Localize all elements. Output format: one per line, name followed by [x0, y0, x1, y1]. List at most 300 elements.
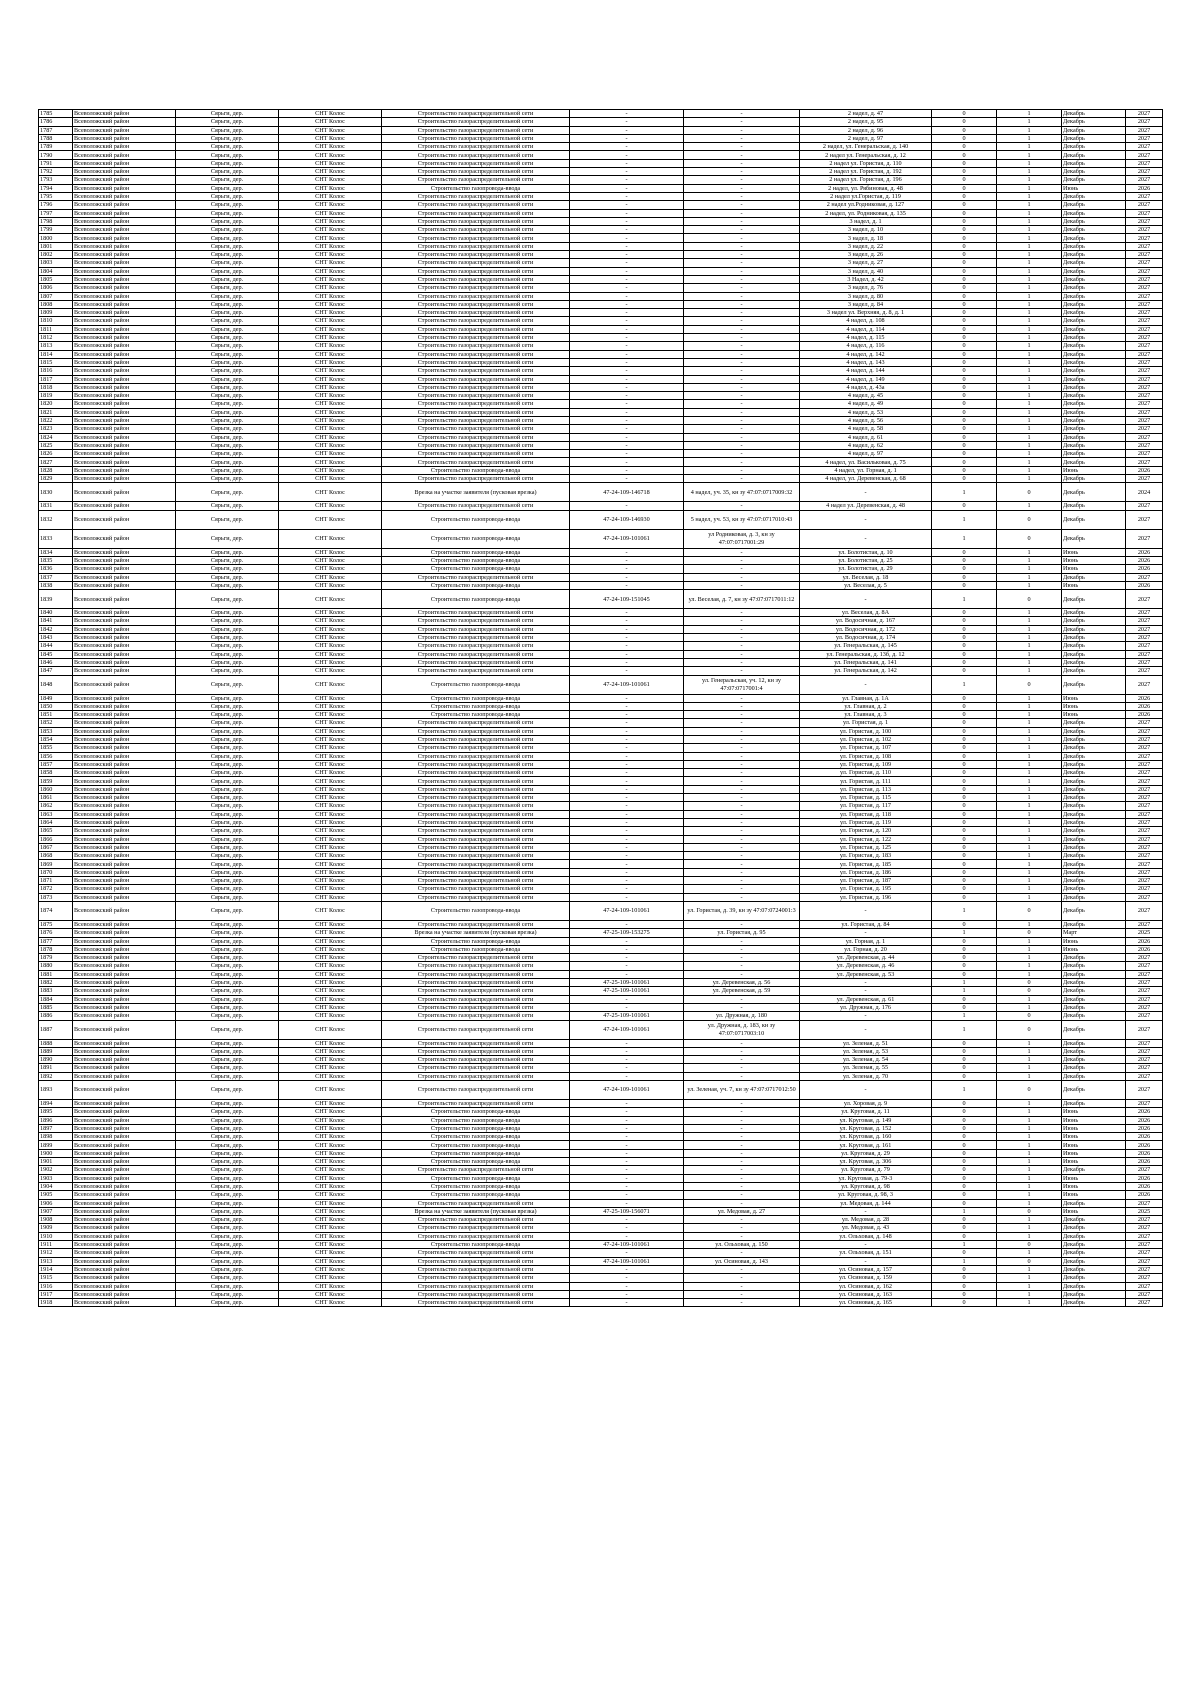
year-cell: 2027 — [1126, 217, 1163, 225]
application-number-cell: - — [570, 1064, 684, 1072]
district-cell: Всеволожский район — [73, 581, 176, 589]
address-cadastral-cell: - — [684, 702, 800, 710]
snt-cell: СНТ Колос — [279, 325, 382, 333]
settlement-cell: Сярьги, дер. — [176, 1282, 279, 1290]
month-cell: Декабрь — [1062, 284, 1126, 292]
count-b-cell: 1 — [997, 1224, 1062, 1232]
district-cell: Всеволожский район — [73, 118, 176, 126]
count-a-cell: 0 — [932, 885, 997, 893]
count-a-cell: 0 — [932, 325, 997, 333]
settlement-cell: Сярьги, дер. — [176, 392, 279, 400]
application-number-cell: - — [570, 1191, 684, 1199]
snt-cell: СНТ Колос — [279, 1012, 382, 1020]
work-type-cell: Строительство газораспределительной сети — [382, 995, 570, 1003]
month-cell: Декабрь — [1062, 810, 1126, 818]
district-cell: Всеволожский район — [73, 1116, 176, 1124]
count-b-cell: 1 — [997, 466, 1062, 474]
district-cell: Всеволожский район — [73, 877, 176, 885]
year-cell: 2026 — [1126, 1108, 1163, 1116]
count-b-cell: 0 — [997, 510, 1062, 529]
row-number-cell: 1839 — [39, 590, 73, 609]
count-b-cell: 1 — [997, 367, 1062, 375]
year-cell: 2027 — [1126, 529, 1163, 548]
count-a-cell: 0 — [932, 1224, 997, 1232]
month-cell: Декабрь — [1062, 118, 1126, 126]
month-cell: Декабрь — [1062, 785, 1126, 793]
month-cell: Декабрь — [1062, 995, 1126, 1003]
row-number-cell: 1869 — [39, 860, 73, 868]
snt-cell: СНТ Колос — [279, 275, 382, 283]
table-row — [39, 852, 1163, 860]
application-number-cell: - — [570, 251, 684, 259]
district-cell: Всеволожский район — [73, 1056, 176, 1064]
work-type-cell: Строительство газопровода-ввода — [382, 556, 570, 564]
count-b-cell: 1 — [997, 860, 1062, 868]
count-a-cell: 1 — [932, 1241, 997, 1249]
address-cell: 2 надел, д. 97 — [800, 134, 932, 142]
application-number-cell: - — [570, 416, 684, 424]
row-number-cell: 1883 — [39, 987, 73, 995]
address-cell: 4 надел, д. 143 — [800, 358, 932, 366]
month-cell: Июнь — [1062, 937, 1126, 945]
settlement-cell: Сярьги, дер. — [176, 802, 279, 810]
application-number-cell: - — [570, 1039, 684, 1047]
month-cell: Декабрь — [1062, 852, 1126, 860]
work-type-cell: Строительство газораспределительной сети — [382, 1166, 570, 1174]
row-number-cell: 1785 — [39, 110, 73, 118]
application-number-cell: - — [570, 118, 684, 126]
address-cell: ул. Болотистая, д. 29 — [800, 565, 932, 573]
settlement-cell: Сярьги, дер. — [176, 300, 279, 308]
work-type-cell: Строительство газораспределительной сети — [382, 234, 570, 242]
count-a-cell: 0 — [932, 292, 997, 300]
application-number-cell: 47-25-109-156071 — [570, 1207, 684, 1215]
year-cell: 2027 — [1126, 1003, 1163, 1011]
application-number-cell: - — [570, 1290, 684, 1298]
district-cell: Всеволожский район — [73, 466, 176, 474]
application-number-cell: - — [570, 1216, 684, 1224]
address-cell: ул. Осиновая, д. 163 — [800, 1290, 932, 1298]
address-cadastral-cell: - — [684, 1116, 800, 1124]
work-type-cell: Строительство газопровода-ввода — [382, 590, 570, 609]
snt-cell: СНТ Колос — [279, 1056, 382, 1064]
year-cell: 2027 — [1126, 475, 1163, 483]
work-type-cell: Строительство газораспределительной сети — [382, 752, 570, 760]
count-b-cell: 0 — [997, 529, 1062, 548]
address-cadastral-cell: - — [684, 818, 800, 826]
count-a-cell: 0 — [932, 433, 997, 441]
application-number-cell: - — [570, 617, 684, 625]
count-b-cell: 1 — [997, 1299, 1062, 1307]
count-a-cell: 1 — [932, 529, 997, 548]
district-cell: Всеволожский район — [73, 392, 176, 400]
work-type-cell: Строительство газораспределительной сети — [382, 176, 570, 184]
count-a-cell: 0 — [932, 259, 997, 267]
table-row — [39, 1047, 1163, 1055]
month-cell: Декабрь — [1062, 416, 1126, 424]
settlement-cell: Сярьги, дер. — [176, 242, 279, 250]
table-row — [39, 929, 1163, 937]
row-number-cell: 1918 — [39, 1299, 73, 1307]
count-b-cell: 1 — [997, 425, 1062, 433]
address-cell: 3 надел, д. 84 — [800, 300, 932, 308]
row-number-cell: 1841 — [39, 617, 73, 625]
address-cell: ул. Осиновая, д. 165 — [800, 1299, 932, 1307]
address-cell: 3 надел, д. 40 — [800, 267, 932, 275]
row-number-cell: 1826 — [39, 450, 73, 458]
month-cell: Декабрь — [1062, 609, 1126, 617]
count-b-cell: 1 — [997, 794, 1062, 802]
count-a-cell: 0 — [932, 852, 997, 860]
address-cell: 4 надел, ул. Деревенская, д. 68 — [800, 475, 932, 483]
settlement-cell: Сярьги, дер. — [176, 609, 279, 617]
count-a-cell: 0 — [932, 226, 997, 234]
settlement-cell: Сярьги, дер. — [176, 1265, 279, 1273]
district-cell: Всеволожский район — [73, 719, 176, 727]
work-type-cell: Строительство газораспределительной сети — [382, 1274, 570, 1282]
application-number-cell: - — [570, 1056, 684, 1064]
work-type-cell: Строительство газопровода-ввода — [382, 1241, 570, 1249]
month-cell: Декабрь — [1062, 367, 1126, 375]
address-cadastral-cell: - — [684, 400, 800, 408]
count-b-cell: 1 — [997, 937, 1062, 945]
application-number-cell: - — [570, 625, 684, 633]
address-cadastral-cell: - — [684, 300, 800, 308]
address-cell: ул. Зеленая, д. 51 — [800, 1039, 932, 1047]
count-b-cell: 1 — [997, 458, 1062, 466]
count-b-cell: 1 — [997, 877, 1062, 885]
address-cadastral-cell: - — [684, 502, 800, 510]
table-row — [39, 168, 1163, 176]
count-a-cell: 0 — [932, 1116, 997, 1124]
row-number-cell: 1832 — [39, 510, 73, 529]
count-b-cell: 1 — [997, 893, 1062, 901]
count-b-cell: 1 — [997, 383, 1062, 391]
count-b-cell: 1 — [997, 1064, 1062, 1072]
month-cell: Декабрь — [1062, 962, 1126, 970]
month-cell: Декабрь — [1062, 510, 1126, 529]
snt-cell: СНТ Колос — [279, 1099, 382, 1107]
address-cell: - — [800, 1207, 932, 1215]
table-row — [39, 275, 1163, 283]
work-type-cell: Строительство газопровода-ввода — [382, 1116, 570, 1124]
application-number-cell: - — [570, 151, 684, 159]
application-number-cell: - — [570, 769, 684, 777]
month-cell: Июнь — [1062, 694, 1126, 702]
address-cadastral-cell: - — [684, 852, 800, 860]
count-a-cell: 0 — [932, 1174, 997, 1182]
address-cadastral-cell: ул. Осиновая, д. 143 — [684, 1257, 800, 1265]
work-type-cell: Строительство газораспределительной сети — [382, 408, 570, 416]
count-a-cell: 1 — [932, 590, 997, 609]
count-a-cell: 0 — [932, 184, 997, 192]
snt-cell: СНТ Колос — [279, 192, 382, 200]
address-cell: ул. Гористая, д. 183 — [800, 852, 932, 860]
count-a-cell: 0 — [932, 1216, 997, 1224]
row-number-cell: 1797 — [39, 209, 73, 217]
count-a-cell: 0 — [932, 192, 997, 200]
table-row — [39, 802, 1163, 810]
application-number-cell: - — [570, 843, 684, 851]
count-a-cell: 0 — [932, 408, 997, 416]
work-type-cell: Строительство газораспределительной сети — [382, 962, 570, 970]
count-b-cell: 1 — [997, 134, 1062, 142]
address-cadastral-cell: ул Родниковая, д. 3, кн зу 47:07:0717001:29 — [684, 529, 800, 548]
address-cell: ул. Деревенская, д. 46 — [800, 962, 932, 970]
year-cell: 2027 — [1126, 118, 1163, 126]
row-number-cell: 1872 — [39, 885, 73, 893]
district-cell: Всеволожский район — [73, 573, 176, 581]
snt-cell: СНТ Колос — [279, 342, 382, 350]
work-type-cell: Строительство газораспределительной сети — [382, 1003, 570, 1011]
address-cadastral-cell: - — [684, 556, 800, 564]
snt-cell: СНТ Колос — [279, 1282, 382, 1290]
count-a-cell: 0 — [932, 234, 997, 242]
work-type-cell: Строительство газораспределительной сети — [382, 1290, 570, 1298]
month-cell: Декабрь — [1062, 159, 1126, 167]
work-type-cell: Строительство газопровода-ввода — [382, 1149, 570, 1157]
application-number-cell: - — [570, 937, 684, 945]
count-a-cell: 0 — [932, 1133, 997, 1141]
month-cell: Декабрь — [1062, 1249, 1126, 1257]
snt-cell: СНТ Колос — [279, 433, 382, 441]
work-type-cell: Строительство газораспределительной сети — [382, 642, 570, 650]
table-row — [39, 970, 1163, 978]
table-row — [39, 292, 1163, 300]
settlement-cell: Сярьги, дер. — [176, 267, 279, 275]
address-cell: ул. Болотистая, д. 10 — [800, 548, 932, 556]
row-number-cell: 1911 — [39, 1241, 73, 1249]
count-b-cell: 1 — [997, 843, 1062, 851]
application-number-cell: - — [570, 893, 684, 901]
settlement-cell: Сярьги, дер. — [176, 970, 279, 978]
settlement-cell: Сярьги, дер. — [176, 1232, 279, 1240]
count-a-cell: 0 — [932, 441, 997, 449]
snt-cell: СНТ Колос — [279, 995, 382, 1003]
address-cell: ул. Гористая, д. 109 — [800, 760, 932, 768]
address-cell: ул. Гористая, д. 187 — [800, 877, 932, 885]
count-b-cell: 1 — [997, 962, 1062, 970]
work-type-cell: Строительство газораспределительной сети — [382, 433, 570, 441]
application-number-cell: - — [570, 827, 684, 835]
month-cell: Декабрь — [1062, 1047, 1126, 1055]
year-cell: 2027 — [1126, 350, 1163, 358]
address-cadastral-cell: - — [684, 334, 800, 342]
application-number-cell: - — [570, 234, 684, 242]
table-row — [39, 860, 1163, 868]
table-row — [39, 810, 1163, 818]
address-cadastral-cell: - — [684, 1158, 800, 1166]
year-cell: 2027 — [1126, 1216, 1163, 1224]
table-row — [39, 995, 1163, 1003]
year-cell: 2027 — [1126, 159, 1163, 167]
month-cell: Декабрь — [1062, 483, 1126, 502]
year-cell: 2027 — [1126, 650, 1163, 658]
settlement-cell: Сярьги, дер. — [176, 425, 279, 433]
settlement-cell: Сярьги, дер. — [176, 1012, 279, 1020]
address-cell: ул. Круговая, д. 79-3 — [800, 1174, 932, 1182]
row-number-cell: 1802 — [39, 251, 73, 259]
work-type-cell: Строительство газораспределительной сети — [382, 425, 570, 433]
table-row — [39, 675, 1163, 694]
month-cell: Декабрь — [1062, 719, 1126, 727]
row-number-cell: 1811 — [39, 325, 73, 333]
district-cell: Всеволожский район — [73, 945, 176, 953]
year-cell: 2027 — [1126, 1020, 1163, 1039]
year-cell: 2027 — [1126, 827, 1163, 835]
count-a-cell: 0 — [932, 752, 997, 760]
work-type-cell: Строительство газопровода-ввода — [382, 945, 570, 953]
count-a-cell: 0 — [932, 1232, 997, 1240]
row-number-cell: 1875 — [39, 920, 73, 928]
application-number-cell: - — [570, 818, 684, 826]
count-a-cell: 1 — [932, 1207, 997, 1215]
table-row — [39, 267, 1163, 275]
count-a-cell: 0 — [932, 1158, 997, 1166]
month-cell: Декабрь — [1062, 143, 1126, 151]
year-cell: 2027 — [1126, 416, 1163, 424]
work-type-cell: Строительство газораспределительной сети — [382, 168, 570, 176]
work-type-cell: Строительство газораспределительной сети — [382, 1056, 570, 1064]
application-number-cell: - — [570, 1166, 684, 1174]
district-cell: Всеволожский район — [73, 1149, 176, 1157]
address-cadastral-cell: - — [684, 267, 800, 275]
work-type-cell: Врезка на участке заявителя (пусковая врезка) — [382, 1207, 570, 1215]
work-type-cell: Строительство газораспределительной сети — [382, 744, 570, 752]
count-b-cell: 1 — [997, 1047, 1062, 1055]
count-b-cell: 1 — [997, 920, 1062, 928]
application-number-cell: - — [570, 284, 684, 292]
count-b-cell: 1 — [997, 408, 1062, 416]
district-cell: Всеволожский район — [73, 300, 176, 308]
work-type-cell: Строительство газораспределительной сети — [382, 242, 570, 250]
application-number-cell: 47-25-109-101061 — [570, 987, 684, 995]
row-number-cell: 1915 — [39, 1274, 73, 1282]
address-cell: ул. Круговая, д. 11 — [800, 1108, 932, 1116]
settlement-cell: Сярьги, дер. — [176, 617, 279, 625]
table-row — [39, 529, 1163, 548]
month-cell: Декабрь — [1062, 475, 1126, 483]
count-a-cell: 1 — [932, 901, 997, 920]
address-cadastral-cell: ул. Дружная, д. 180 — [684, 1012, 800, 1020]
address-cadastral-cell: ул. Дружная, д. 183, кн зу 47:07:0717003:10 — [684, 1020, 800, 1039]
snt-cell: СНТ Колос — [279, 284, 382, 292]
work-type-cell: Строительство газопровода-ввода — [382, 711, 570, 719]
settlement-cell: Сярьги, дер. — [176, 1020, 279, 1039]
snt-cell: СНТ Колос — [279, 1216, 382, 1224]
address-cadastral-cell: - — [684, 201, 800, 209]
district-cell: Всеволожский район — [73, 835, 176, 843]
address-cadastral-cell: - — [684, 234, 800, 242]
count-b-cell: 1 — [997, 192, 1062, 200]
address-cadastral-cell: - — [684, 1056, 800, 1064]
count-a-cell: 0 — [932, 126, 997, 134]
year-cell: 2024 — [1126, 483, 1163, 502]
work-type-cell: Строительство газораспределительной сети — [382, 760, 570, 768]
address-cadastral-cell: - — [684, 609, 800, 617]
district-cell: Всеволожский район — [73, 885, 176, 893]
address-cell: ул. Водосичная, д. 167 — [800, 617, 932, 625]
snt-cell: СНТ Колос — [279, 143, 382, 151]
row-number-cell: 1912 — [39, 1249, 73, 1257]
settlement-cell: Сярьги, дер. — [176, 159, 279, 167]
count-a-cell: 0 — [932, 358, 997, 366]
settlement-cell: Сярьги, дер. — [176, 226, 279, 234]
count-a-cell: 0 — [932, 877, 997, 885]
application-number-cell: - — [570, 1199, 684, 1207]
settlement-cell: Сярьги, дер. — [176, 383, 279, 391]
settlement-cell: Сярьги, дер. — [176, 217, 279, 225]
address-cadastral-cell: - — [684, 1199, 800, 1207]
district-cell: Всеволожский район — [73, 1241, 176, 1249]
address-cadastral-cell: - — [684, 1133, 800, 1141]
month-cell: Декабрь — [1062, 1012, 1126, 1020]
year-cell: 2027 — [1126, 573, 1163, 581]
count-b-cell: 1 — [997, 1133, 1062, 1141]
count-a-cell: 0 — [932, 242, 997, 250]
table-row — [39, 962, 1163, 970]
district-cell: Всеволожский район — [73, 358, 176, 366]
count-b-cell: 1 — [997, 548, 1062, 556]
work-type-cell: Строительство газопровода-ввода — [382, 1133, 570, 1141]
month-cell: Декабрь — [1062, 375, 1126, 383]
address-cadastral-cell: - — [684, 358, 800, 366]
settlement-cell: Сярьги, дер. — [176, 1216, 279, 1224]
address-cell: - — [800, 1012, 932, 1020]
table-row — [39, 752, 1163, 760]
count-a-cell: 0 — [932, 383, 997, 391]
settlement-cell: Сярьги, дер. — [176, 885, 279, 893]
row-number-cell: 1897 — [39, 1124, 73, 1132]
count-a-cell: 0 — [932, 827, 997, 835]
count-a-cell: 0 — [932, 727, 997, 735]
table-row — [39, 727, 1163, 735]
address-cell: ул. Деревенская, д. 44 — [800, 954, 932, 962]
address-cadastral-cell: - — [684, 1174, 800, 1182]
count-a-cell: 0 — [932, 458, 997, 466]
district-cell: Всеволожский район — [73, 317, 176, 325]
year-cell: 2026 — [1126, 711, 1163, 719]
snt-cell: СНТ Колос — [279, 1158, 382, 1166]
snt-cell: СНТ Колос — [279, 1191, 382, 1199]
count-a-cell: 0 — [932, 843, 997, 851]
year-cell: 2027 — [1126, 667, 1163, 675]
count-a-cell: 0 — [932, 658, 997, 666]
work-type-cell: Строительство газопровода-ввода — [382, 702, 570, 710]
address-cell: ул. Гористая, д. 1 — [800, 719, 932, 727]
snt-cell: СНТ Колос — [279, 920, 382, 928]
count-a-cell: 0 — [932, 810, 997, 818]
row-number-cell: 1890 — [39, 1056, 73, 1064]
month-cell: Декабрь — [1062, 1003, 1126, 1011]
month-cell: Декабрь — [1062, 317, 1126, 325]
district-cell: Всеволожский район — [73, 126, 176, 134]
row-number-cell: 1881 — [39, 970, 73, 978]
work-type-cell: Строительство газопровода-ввода — [382, 548, 570, 556]
district-cell: Всеволожский район — [73, 711, 176, 719]
count-a-cell: 0 — [932, 548, 997, 556]
district-cell: Всеволожский район — [73, 309, 176, 317]
district-cell: Всеволожский район — [73, 1124, 176, 1132]
address-cell: 2 надел ул. Гористая, д. 192 — [800, 168, 932, 176]
year-cell: 2027 — [1126, 134, 1163, 142]
count-a-cell: 1 — [932, 929, 997, 937]
application-number-cell: - — [570, 744, 684, 752]
snt-cell: СНТ Колос — [279, 300, 382, 308]
work-type-cell: Строительство газопровода-ввода — [382, 1191, 570, 1199]
count-b-cell: 1 — [997, 1274, 1062, 1282]
table-row — [39, 835, 1163, 843]
